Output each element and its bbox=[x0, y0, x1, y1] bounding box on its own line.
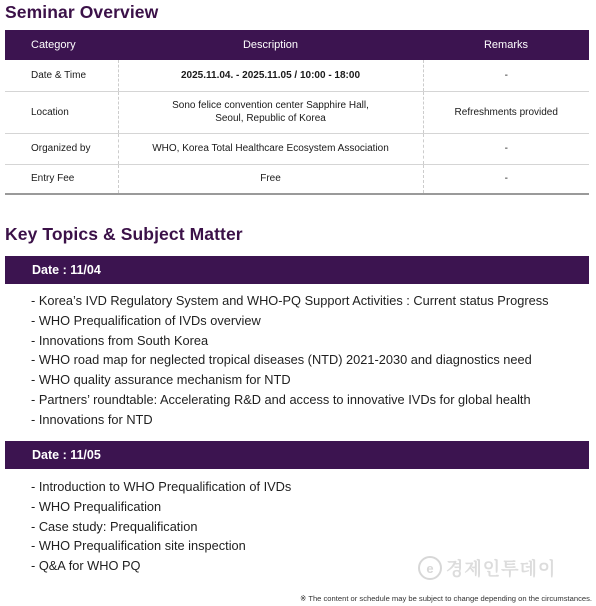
watermark-text: 경제인투데이 bbox=[446, 559, 557, 580]
header-description: Description bbox=[118, 30, 423, 60]
row-date-remarks: - bbox=[423, 60, 589, 91]
watermark-logo-icon: e bbox=[418, 556, 442, 580]
table-row bbox=[5, 60, 589, 91]
table-row bbox=[5, 133, 589, 164]
topic-list-day1 bbox=[31, 291, 549, 430]
watermark bbox=[418, 555, 556, 581]
location-line-2: Seoul, Republic of Korea bbox=[215, 113, 326, 124]
row-fee-description: Free bbox=[118, 164, 423, 194]
list-item: - Q&A for WHO PQ bbox=[31, 558, 141, 574]
row-organizer-remarks: - bbox=[423, 133, 589, 164]
header-category: Category bbox=[5, 30, 118, 60]
list-item: - Case study: Prequalification bbox=[31, 518, 198, 534]
date-bar-day2: Date : 11/05 bbox=[5, 441, 589, 469]
list-item: - WHO road map for neglected tropical diseases (NTD) 2021-2030 and diagnostics need bbox=[31, 352, 532, 368]
row-organizer-description: WHO, Korea Total Healthcare Ecosystem Association bbox=[118, 133, 423, 164]
date-bar-day1: Date : 11/04 bbox=[5, 256, 589, 284]
footnote: ※ The content or schedule may be subject to change depending on the circumstances. bbox=[299, 594, 592, 603]
header-remarks: Remarks bbox=[423, 30, 589, 60]
list-item: - Innovations for NTD bbox=[31, 411, 153, 427]
key-topics-title: Key Topics & Subject Matter bbox=[5, 224, 243, 244]
row-fee-remarks: - bbox=[423, 164, 589, 194]
table-row bbox=[5, 91, 589, 133]
row-date-description: 2025.11.04. - 2025.11.05 / 10:00 - 18:00 bbox=[118, 60, 423, 91]
list-item: - WHO Prequalification site inspection bbox=[31, 538, 246, 554]
seminar-overview-table bbox=[5, 30, 589, 195]
list-item: - Korea’s IVD Regulatory System and WHO-PQ Support Activities : Current status Progress bbox=[31, 293, 549, 308]
table-header-row bbox=[5, 30, 589, 60]
row-location-category: Location bbox=[5, 91, 118, 133]
list-item: - Innovations from South Korea bbox=[31, 332, 209, 348]
seminar-overview-title: Seminar Overview bbox=[5, 2, 159, 22]
row-location-description bbox=[118, 91, 423, 133]
list-item: - WHO Prequalification bbox=[31, 498, 162, 514]
topic-list-day2 bbox=[31, 477, 291, 576]
list-item: - Partners’ roundtable: Accelerating R&D and access to innovative IVDs for global health bbox=[31, 391, 531, 407]
list-item: - Introduction to WHO Prequalification of IVDs bbox=[31, 479, 292, 494]
row-fee-category: Entry Fee bbox=[5, 164, 118, 194]
location-line-1: Sono felice convention center Sapphire Hall, bbox=[172, 100, 369, 111]
list-item: - WHO quality assurance mechanism for NTD bbox=[31, 372, 291, 388]
row-organizer-category: Organized by bbox=[5, 133, 118, 164]
row-date-category: Date & Time bbox=[5, 60, 118, 91]
row-location-remarks: Refreshments provided bbox=[423, 91, 589, 133]
list-item: - WHO Prequalification of IVDs overview bbox=[31, 312, 261, 328]
table-row bbox=[5, 164, 589, 194]
